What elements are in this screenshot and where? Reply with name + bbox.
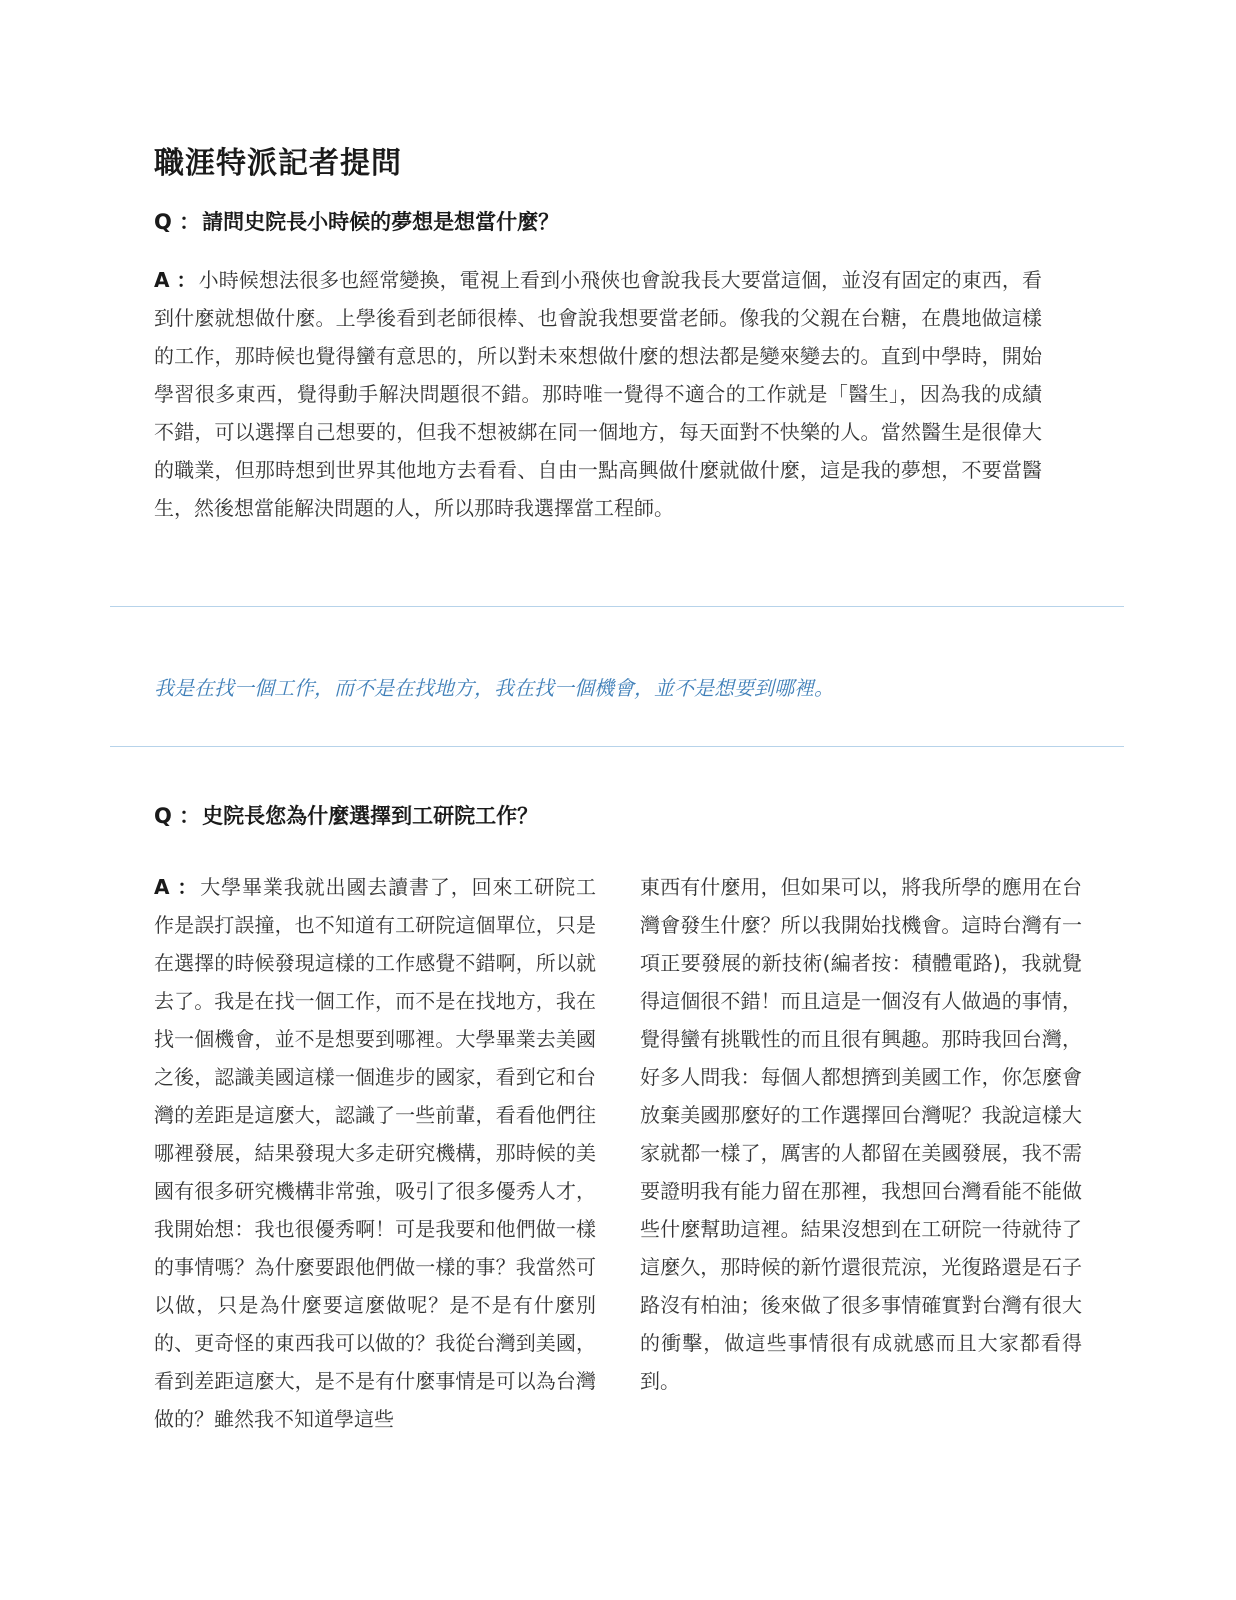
answer-1-text: 小時候想法很多也經常變換，電視上看到小飛俠也會說我長大要當這個，並沒有固定的東西，看到什麼就想做什麼。上學後看到老師很棒、也會說我想要當老師。像我的父親在台糖，在農地做這樣的工作，那時候也覺得蠻有意思的，所以對未來想做什麼的想法都是變來變去的。直到中學時，開始學習很多東西，覺得動手解決問題很不錯。那時唯一覺得不適合的工作就是「醫生」，因為我的成績不錯，可以選擇自己想要的，但我不想被綁在同一個地方，每天面對不快樂的人。當然醫生是很偉大的職業，但那時想到世界其他地方去看看、自由一點高興做什麼就做什麼，這是我的夢想，不要當醫生，然後想當能解決問題的人，所以那時我選擇當工程師。 (154, 268, 1042, 520)
pull-quote: 我是在找一個工作，而不是在找地方，我在找一個機會，並不是想要到哪裡。 (154, 676, 834, 700)
answer-1 (154, 261, 1042, 527)
answer-2-marker: A ： (154, 875, 199, 899)
answer-1-marker: A ： (154, 268, 197, 292)
question-1-marker: Q ： (154, 210, 201, 234)
divider-bottom (110, 746, 1124, 747)
question-2 (154, 800, 538, 830)
answer-2-text-right: 東西有什麼用，但如果可以，將我所學的應用在台灣會發生什麼？所以我開始找機會。這時台灣有一項正要發展的新技術(編者按：積體電路)，我就覺得這個很不錯！而且這是一個沒有人做過的事情，覺得蠻有挑戰性的而且很有興趣。那時我回台灣，好多人問我：每個人都想擠到美國工作，你怎麼會放棄美國那麼好的工作選擇回台灣呢？我說這樣大家就都一樣了，厲害的人都留在美國發展，我不需要證明我有能力留在那裡，我想回台灣看能不能做些什麼幫助這裡。結果沒想到在工研院一待就待了這麼久，那時候的新竹還很荒涼，光復路還是石子路沒有柏油；後來做了很多事情確實對台灣有很大的衝擊，做這些事情很有成就感而且大家都看得到。 (640, 875, 1082, 1393)
question-1-text: 請問史院長小時候的夢想是想當什麼？ (202, 210, 560, 234)
answer-2-right-column (640, 868, 1082, 1400)
answer-2-left-column (154, 868, 596, 1438)
answer-2-text-left: 大學畢業我就出國去讀書了，回來工研院工作是誤打誤撞，也不知道有工研院這個單位，只是在選擇的時候發現這樣的工作感覺不錯啊，所以就去了。我是在找一個工作，而不是在找地方，我在找一個機會，並不是想要到哪裡。大學畢業去美國之後，認識美國這樣一個進步的國家，看到它和台灣的差距是這麼大，認識了一些前輩，看看他們往哪裡發展，結果發現大多走研究機構，那時候的美國有很多研究機構非常強，吸引了很多優秀人才，我開始想：我也很優秀啊！可是我要和他們做一樣的事情嗎？為什麼要跟他們做一樣的事？我當然可以做，只是為什麼要這麼做呢？是不是有什麼別的、更奇怪的東西我可以做的？我從台灣到美國，看到差距這麼大，是不是有什麼事情是可以為台灣做的？雖然我不知道學這些 (154, 875, 596, 1431)
divider-top (110, 606, 1124, 607)
page-title: 職涯特派記者提問 (154, 146, 402, 181)
question-2-text: 史院長您為什麼選擇到工研院工作？ (202, 804, 539, 828)
question-1 (154, 206, 559, 236)
question-2-marker: Q ： (154, 804, 201, 828)
